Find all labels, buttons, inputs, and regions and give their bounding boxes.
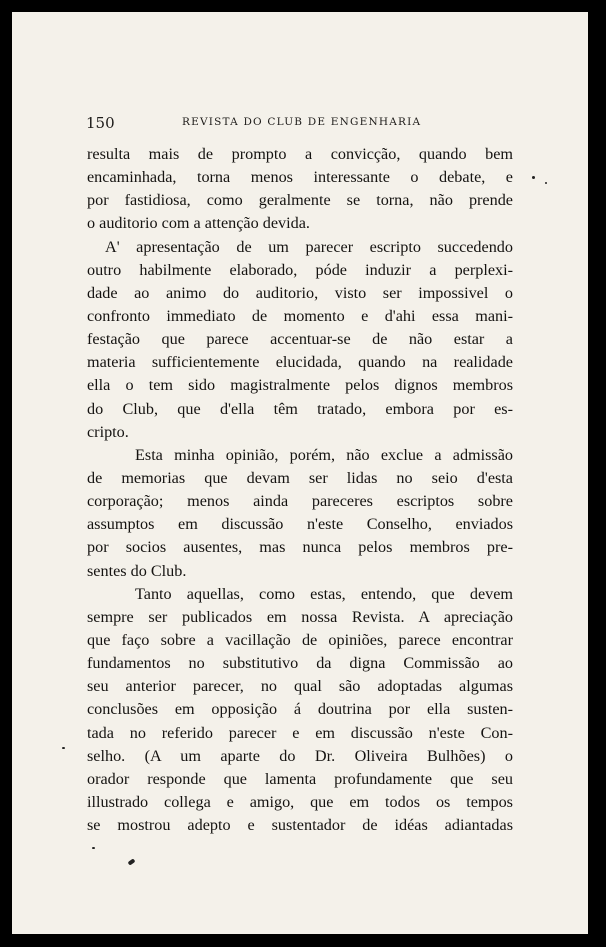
text-line: por socios ausentes, mas nunca pelos membros pre- (87, 538, 513, 557)
text-line: por fastidiosa, como geralmente se torna, não prende (87, 191, 513, 210)
text-line: sempre ser publicados em nossa Revista. A apreciação (87, 607, 513, 626)
page-number: 150 (86, 114, 115, 132)
text-line: do Club, que d'ella têm tratado, embora por es- (87, 399, 513, 418)
text-line: ella o tem sido magistralmente pelos dignos membros (87, 376, 513, 395)
text-line: confronto immediato de momento e d'ahi essa mani- (87, 306, 513, 325)
text-line: corporação; menos ainda pareceres escriptos sobre (87, 492, 513, 511)
text-line: encaminhada, torna menos interessante o debate, e (87, 168, 513, 187)
text-line: que faço sobre a vacillação de opiniões, parece encontrar (87, 630, 513, 649)
text-line: dade ao animo do auditorio, visto ser impossivel o (87, 283, 513, 302)
text-line: fundamentos no substitutivo da digna Commissão ao (87, 654, 513, 673)
text-line: materia sufficientemente elucidada, quando na realidade (87, 353, 513, 372)
text-line: Tanto aquellas, como estas, entendo, que devem (135, 584, 513, 603)
body-text (87, 143, 513, 837)
text-line: de memorias que devam ser lidas no seio d'esta (87, 468, 513, 487)
text-line: conclusões em opposição á doutrina por ella susten- (87, 700, 513, 719)
text-line: Esta minha opinião, porém, não exclue a admissão (135, 445, 513, 464)
text-line: assumptos em discussão n'este Conselho, enviados (87, 515, 513, 534)
scan-speck (92, 847, 95, 849)
text-line: orador responde que lamenta profundamente que seu (87, 769, 513, 788)
text-line: cripto. (87, 422, 129, 441)
running-title: REVISTA DO CLUB DE ENGENHARIA (182, 116, 422, 128)
text-line: o auditorio com a attenção devida. (87, 214, 310, 233)
text-line: seu anterior parecer, no qual são adoptadas algumas (87, 677, 513, 696)
text-line: illustrado collega e amigo, que em todos os tempos (87, 792, 513, 811)
scan-speck (545, 182, 547, 184)
text-line: selho. (A um aparte do Dr. Oliveira Bulhões) o (87, 746, 513, 765)
text-line: sentes do Club. (87, 561, 187, 580)
text-line: A' apresentação de um parecer escripto succedendo (105, 237, 513, 256)
scan-speck (532, 176, 535, 179)
text-line: se mostrou adepto e sustentador de idéas adiantadas (87, 816, 513, 835)
text-line: tada no referido parecer e em discussão n'este Con- (87, 723, 513, 742)
text-line: festação que parece accentuar-se de não estar a (87, 330, 513, 349)
scan-speck (62, 747, 65, 749)
text-line: resulta mais de prompto a convicção, quando bem (87, 145, 513, 163)
text-line: outro habilmente elaborado, póde induzir a perplexi- (87, 260, 513, 279)
